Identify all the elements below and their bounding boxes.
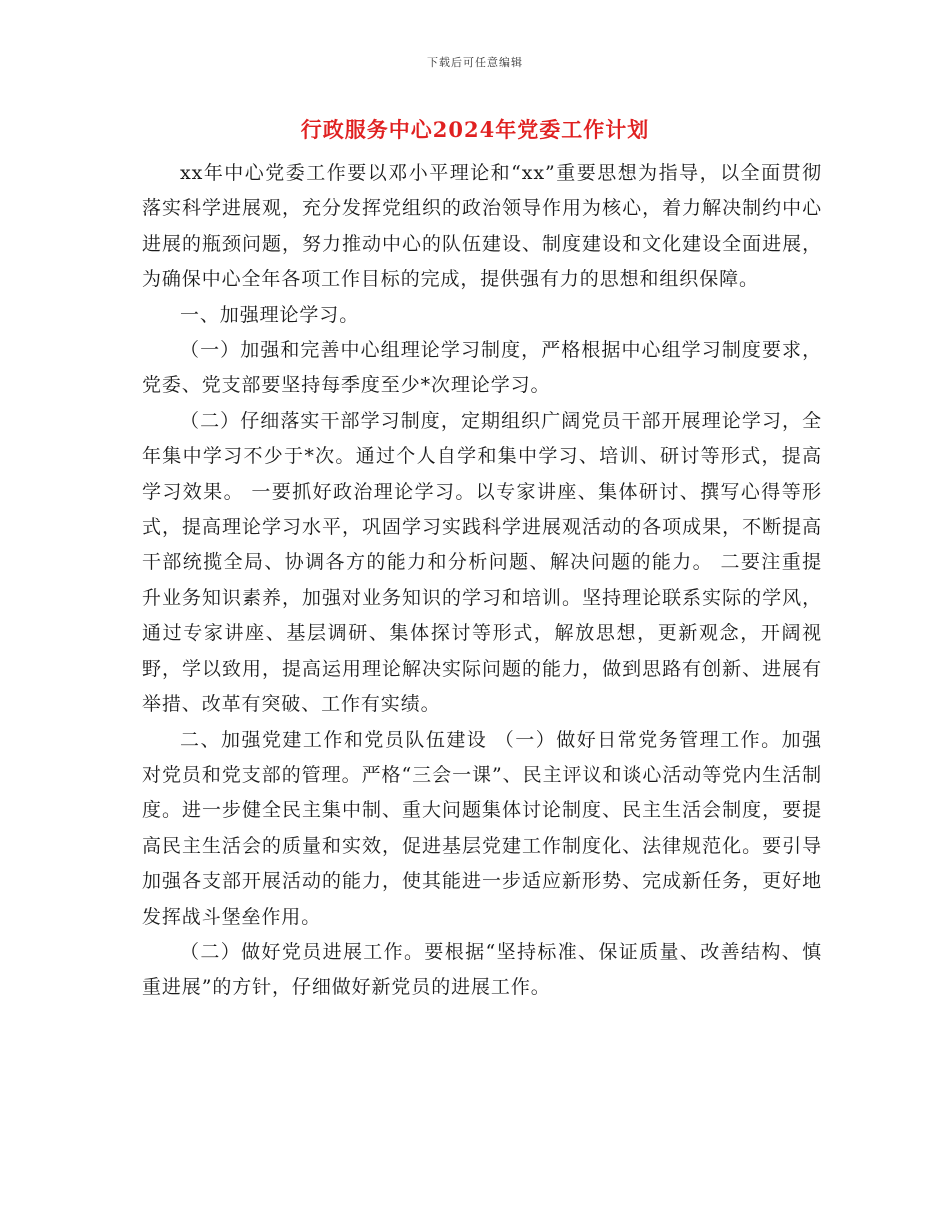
document-title: 行政服务中心2024年党委工作计划 [300,117,650,142]
paragraph-section-2: 二、加强党建工作和党员队伍建设 （一）做好日常党务管理工作。加强对党员和党支部的管理。严格“三会一课”、民主评议和谈心活动等党内生活制度。进一步健全民主集中制、重大问题集体讨论制度、民主生活会制度，要提高民主生活会的质量和实效，促进基层党建工作制度化、法律规范化。要引导加强各支部开展活动的能力，使其能进一步适应新形势、完成新任务，更好地发挥战斗堡垒作用。 [142,728,822,928]
header-note: 下载后可任意编辑 [427,56,523,69]
paragraph-1-1: （一）加强和完善中心组理论学习制度，严格根据中心组学习制度要求，党委、党支部要坚持每季度至少*次理论学习。 [142,339,822,397]
paragraph-intro: xx年中心党委工作要以邓小平理论和“xx”重要思想为指导，以全面贯彻落实科学进展观，充分发挥党组织的政治领导作用为核心，着力解决制约中心进展的瓶颈问题，努力推动中心的队伍建设、制度建设和文化建设全面进展，为确保中心全年各项工作目标的完成，提供强有力的思想和组织保障。 [142,162,822,291]
document-body [142,156,822,1006]
paragraph-2-2: （二）做好党员进展工作。要根据“坚持标准、保证质量、改善结构、慎重进展”的方针，仔细做好新党员的进展工作。 [142,940,822,999]
heading-section-1: 一、加强理论学习。 [180,303,360,326]
paragraph-1-2: （二）仔细落实干部学习制度，定期组织广阔党员干部开展理论学习，全年集中学习不少于*次。通过个人自学和集中学习、培训、研讨等形式，提高学习效果。 一要抓好政治理论学习。以专家讲座、集体研讨、撰写心得等形式，提高理论学习水平，巩固学习实践科学进展观活动的各项成果，不断提高干部统揽全局、协调各方的能力和分析问题、解决问题的能力。 二要注重提升业务知识素养，加强对业务知识的学习和培训。坚持理论联系实际的学风，通过专家讲座、基层调研、集体探讨等形式，解放思想，更新观念，开阔视野，学以致用，提高运用理论解决实际问题的能力，做到思路有创新、进展有举措、改革有突破、工作有实绩。 [142,409,822,716]
